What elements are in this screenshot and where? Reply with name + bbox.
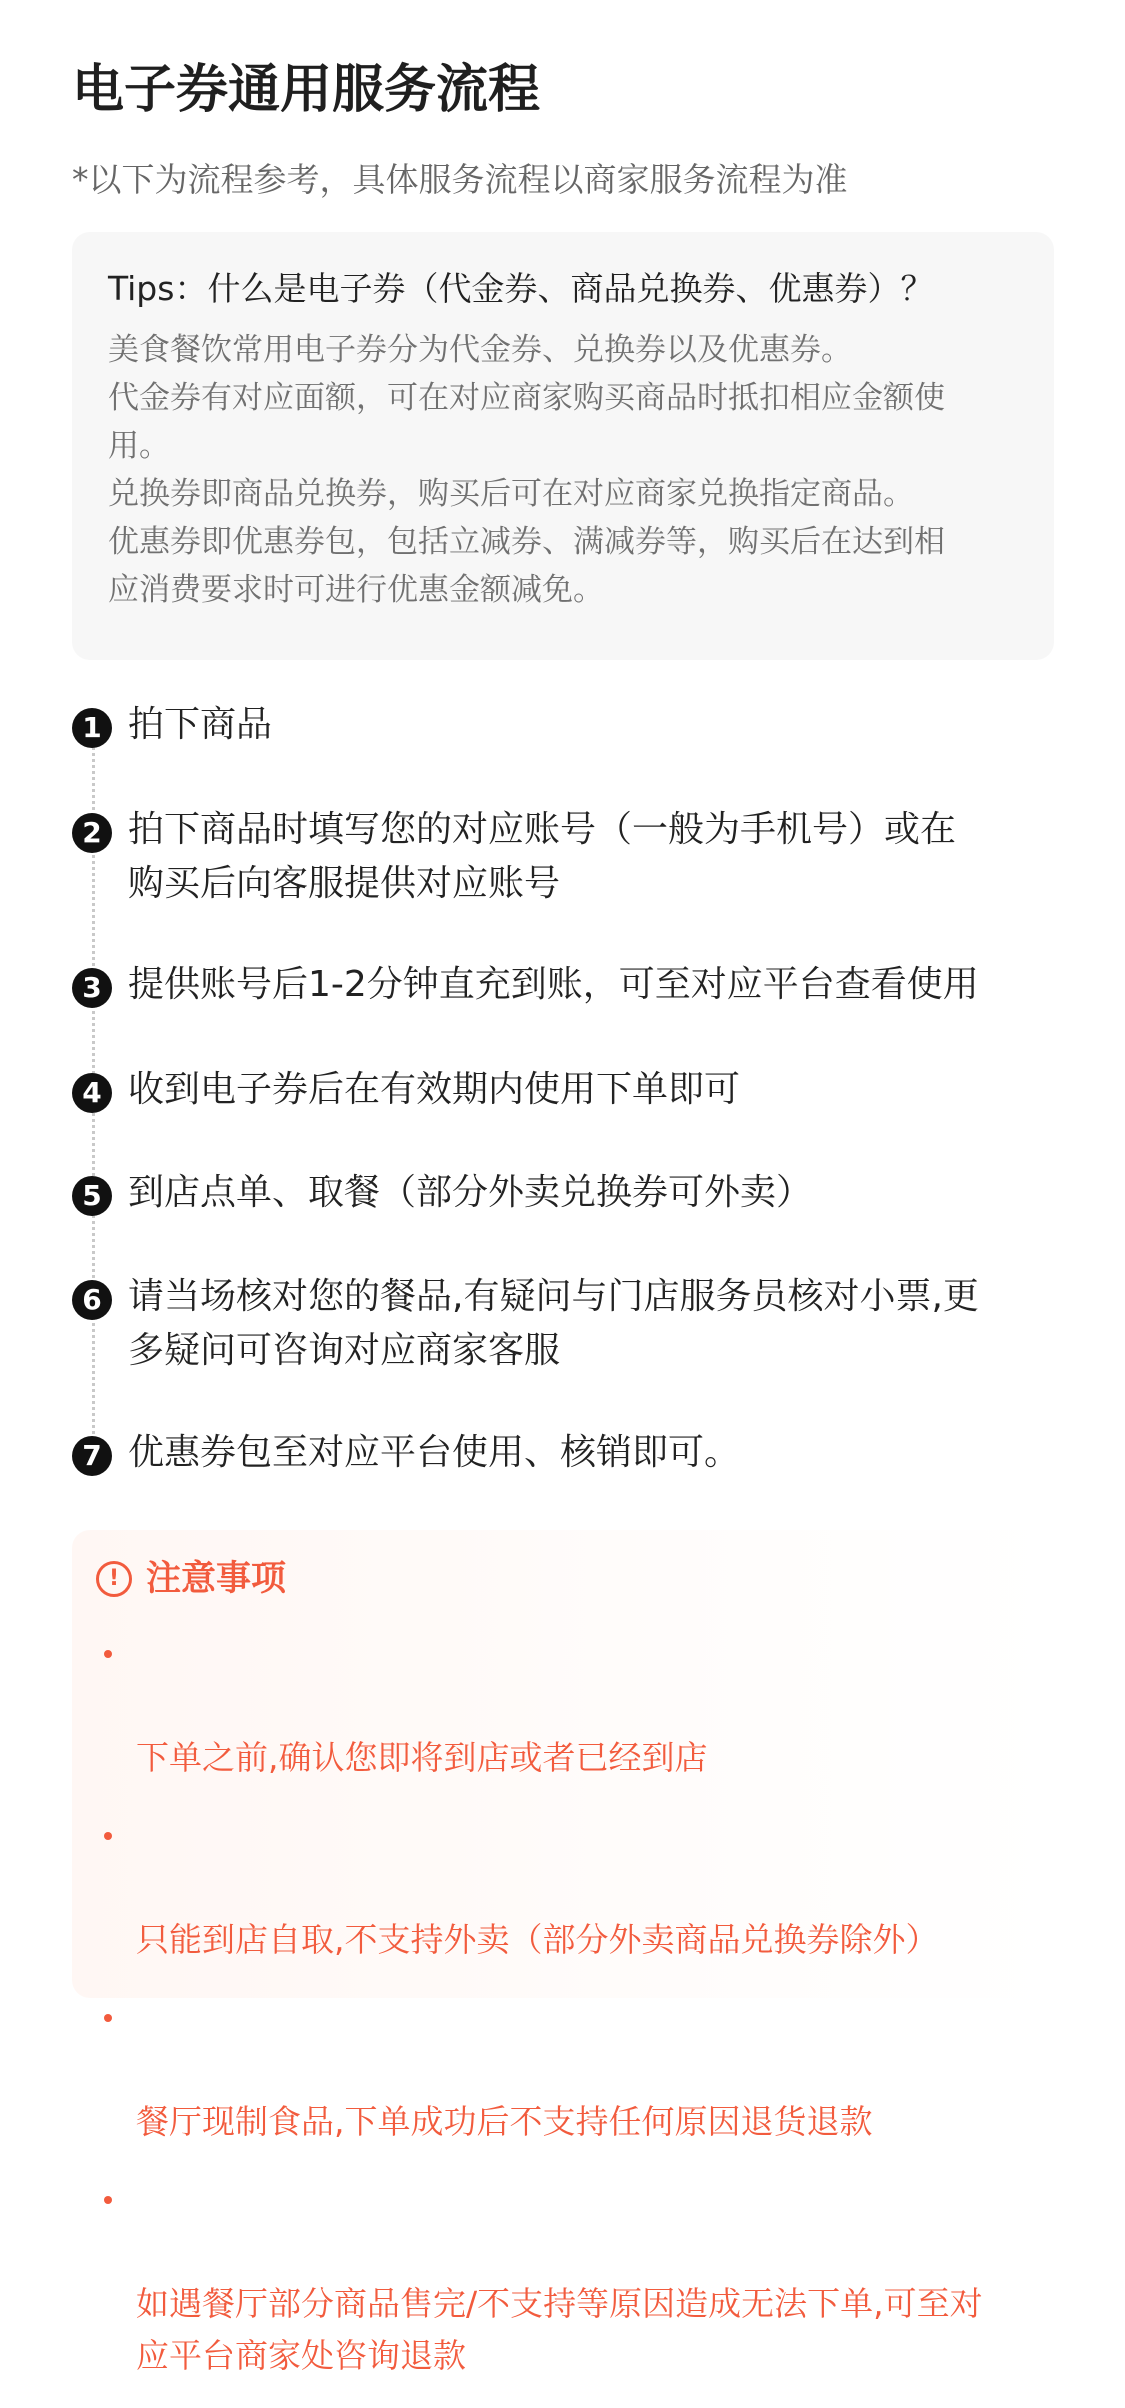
tips-line: 代金券有对应面额，可在对应商家购买商品时抵扣相应金额使: [108, 380, 945, 416]
notice-title: 注意事项: [146, 1559, 287, 1599]
notice-card: [72, 1530, 1054, 2375]
notice-item: [100, 1628, 1030, 1784]
page-title: 电子券通用服务流程: [72, 60, 541, 120]
bullet-dot-icon: [104, 1650, 112, 1658]
step-text: 优惠券包至对应平台使用、核销即可。: [128, 1432, 741, 1473]
step-text: 拍下商品: [128, 704, 273, 745]
tips-line: 兑换券即商品兑换券，购买后可在对应商家兑换指定商品。: [108, 476, 914, 512]
alert-circle-icon: !: [96, 1561, 132, 1597]
step-number-badge: 3: [72, 968, 112, 1008]
page-subtitle: *以下为流程参考，具体服务流程以商家服务流程为准: [72, 160, 848, 199]
notice-item-text: 如遇餐厅部分商品售完/不支持等原因造成无法下单,可至对 应平台商家处咨询退款: [136, 2284, 983, 2375]
tips-line: 优惠券即优惠券包，包括立减券、满减券等，购买后在达到相: [108, 524, 945, 560]
notice-item-text: 只能到店自取,不支持外卖（部分外卖商品兑换券除外）: [136, 1920, 939, 1959]
tips-card: [72, 232, 1054, 660]
step-text: 拍下商品时填写您的对应账号（一般为手机号）或在 购买后向客服提供对应账号: [128, 809, 957, 904]
bullet-dot-icon: [104, 2014, 112, 2022]
step-number-badge: 4: [72, 1073, 112, 1113]
bullet-dot-icon: [104, 1832, 112, 1840]
notice-item: [100, 1810, 1030, 1966]
tips-title: Tips：什么是电子券（代金券、商品兑换券、优惠券）？: [108, 269, 934, 308]
notice-item: [100, 2174, 1030, 2382]
notice-item: [100, 1992, 1030, 2148]
step-text: 请当场核对您的餐品,有疑问与门店服务员核对小票,更 多疑问可咨询对应商家客服: [128, 1276, 979, 1371]
step-number-badge: 6: [72, 1280, 112, 1320]
step-text: 到店点单、取餐（部分外卖兑换券可外卖）: [128, 1172, 813, 1213]
notice-list: [100, 1628, 1030, 2408]
step-number-badge: 1: [72, 708, 112, 748]
notice-item-text: 餐厅现制食品,下单成功后不支持任何原因退货退款: [136, 2102, 873, 2141]
bullet-dot-icon: [104, 2196, 112, 2204]
process-steps: [72, 698, 1054, 1488]
notice-header: [96, 1554, 286, 1604]
step-text: 收到电子券后在有效期内使用下单即可: [128, 1069, 741, 1110]
tips-line: 美食餐饮常用电子券分为代金券、兑换券以及优惠券。: [108, 332, 852, 368]
step-number-badge: 7: [72, 1436, 112, 1476]
step-number-badge: 2: [72, 813, 112, 853]
step-number-badge: 5: [72, 1176, 112, 1216]
tips-line: 用。: [108, 428, 170, 464]
notice-item-text: 下单之前,确认您即将到店或者已经到店: [136, 1738, 708, 1777]
step-text: 提供账号后1-2分钟直充到账，可至对应平台查看使用: [128, 964, 979, 1005]
tips-line: 应消费要求时可进行优惠金额减免。: [108, 572, 604, 608]
